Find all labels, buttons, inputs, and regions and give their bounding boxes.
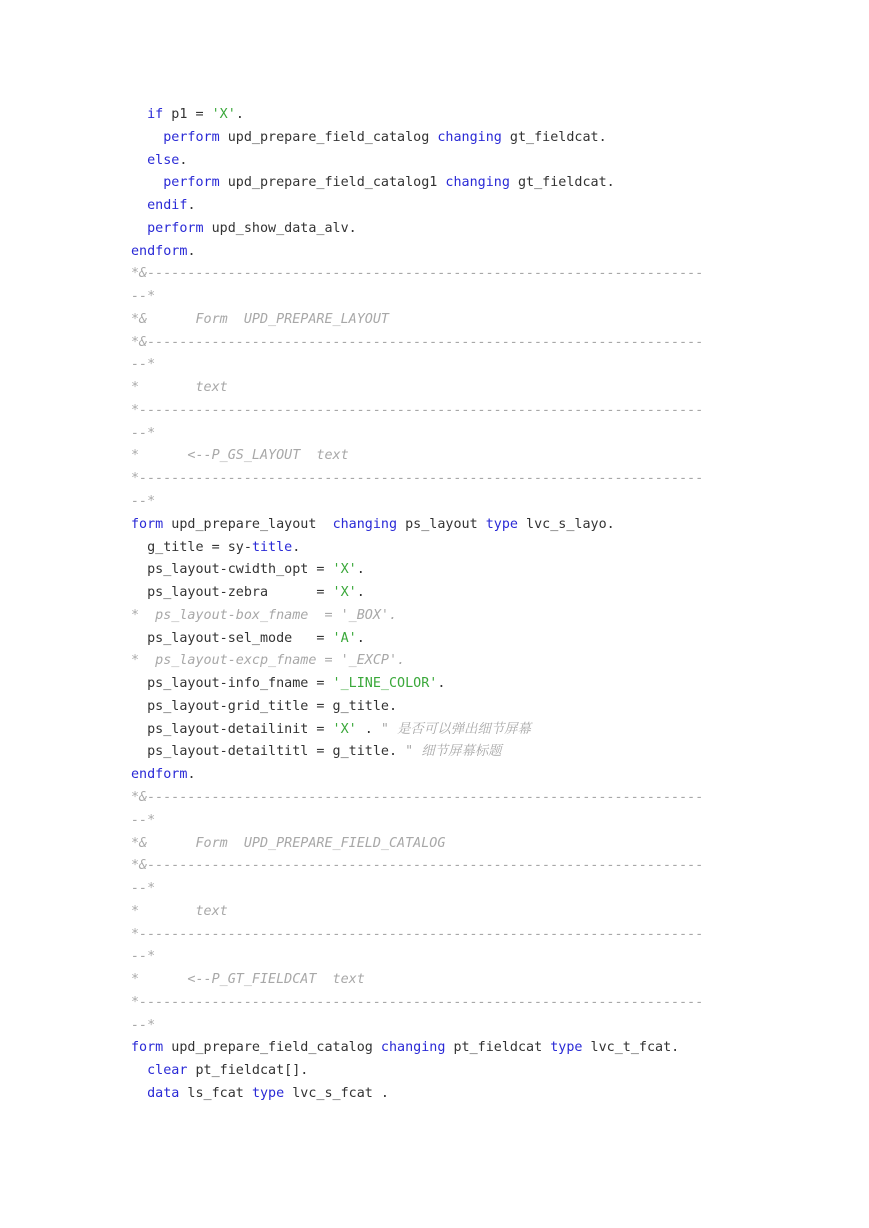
code-text — [131, 130, 163, 145]
code-line — [131, 241, 831, 264]
code-line — [131, 377, 831, 400]
code-line — [131, 1083, 831, 1106]
code-line — [131, 650, 831, 673]
code-comment: --* — [131, 494, 156, 510]
code-keyword: if — [147, 107, 164, 122]
code-text: lvc_s_fcat . — [284, 1085, 389, 1101]
code-line — [131, 924, 831, 947]
code-comment: *&--------------------------------------------------------------------- — [131, 789, 704, 805]
code-text: pt_fieldcat[]. — [187, 1063, 309, 1079]
code-comment: *&--------------------------------------------------------------------- — [131, 266, 704, 282]
code-keyword: perform — [163, 175, 220, 191]
code-text: upd_prepare_field_catalog1 — [219, 175, 446, 191]
code-line — [131, 127, 831, 150]
code-keyword: data — [147, 1085, 180, 1101]
code-text: . — [356, 630, 365, 646]
code-text: . — [437, 676, 446, 692]
code-string: 'A' — [332, 630, 357, 646]
code-line — [131, 787, 831, 810]
code-line — [131, 286, 831, 309]
code-line — [131, 833, 831, 856]
code-text: pt_fieldcat — [445, 1040, 551, 1056]
code-comment: *&--------------------------------------------------------------------- — [131, 858, 704, 874]
code-text: gt_fieldcat. — [501, 129, 607, 145]
code-keyword: type — [485, 516, 518, 532]
code-text: gt_fieldcat. — [509, 175, 615, 191]
code-line — [131, 1015, 831, 1038]
code-comment: *---------------------------------------------------------------------- — [131, 994, 704, 1010]
code-text: . — [235, 107, 244, 122]
code-string: 'X' — [211, 107, 236, 122]
code-comment: " 是否可以弹出细节屏幕 — [380, 721, 531, 737]
code-comment: * <--P_GT_FIELDCAT text — [131, 972, 365, 988]
code-line — [131, 855, 831, 878]
code-text: ps_layout-cwidth_opt = — [131, 562, 333, 578]
code-text: . — [187, 767, 196, 783]
code-comment: *---------------------------------------------------------------------- — [131, 402, 704, 418]
code-string: 'X' — [332, 562, 357, 578]
code-text: ps_layout — [397, 516, 486, 532]
code-line — [131, 400, 831, 423]
code-line — [131, 992, 831, 1015]
code-line — [131, 104, 831, 127]
code-text: . — [356, 562, 365, 578]
code-line — [131, 1037, 831, 1060]
code-comment: *& Form UPD_PREPARE_LAYOUT — [131, 311, 389, 327]
code-keyword: changing — [437, 129, 502, 145]
code-line — [131, 514, 831, 537]
code-line — [131, 946, 831, 969]
code-comment: * text — [131, 380, 228, 396]
code-keyword: changing — [380, 1040, 446, 1056]
code-line — [131, 696, 831, 719]
code-text: ps_layout-info_fname = — [131, 676, 333, 692]
code-line — [131, 582, 831, 605]
code-text: lvc_t_fcat. — [582, 1040, 680, 1056]
code-text — [131, 175, 163, 190]
code-line — [131, 1060, 831, 1083]
code-line — [131, 309, 831, 332]
code-comment: *&--------------------------------------------------------------------- — [131, 334, 704, 350]
code-text: upd_prepare_field_catalog — [163, 1040, 381, 1056]
code-line — [131, 628, 831, 651]
code-keyword: endform — [131, 243, 188, 259]
code-comment: --* — [131, 289, 156, 305]
code-text: . — [187, 198, 196, 214]
code-line — [131, 673, 831, 696]
code-comment: *---------------------------------------------------------------------- — [131, 926, 704, 942]
code-comment: * text — [131, 903, 228, 919]
code-line — [131, 172, 831, 195]
code-text: ps_layout-detailinit = — [131, 721, 333, 737]
code-keyword: changing — [445, 175, 510, 191]
code-text — [131, 1086, 147, 1101]
code-keyword: type — [251, 1085, 285, 1101]
code-comment: --* — [131, 949, 156, 965]
code-keyword: form — [131, 516, 164, 532]
code-line — [131, 810, 831, 833]
code-comment: " 细节屏幕标题 — [405, 744, 502, 760]
code-line — [131, 195, 831, 218]
code-comment: * <--P_GS_LAYOUT text — [131, 448, 349, 464]
code-keyword: changing — [332, 516, 398, 532]
code-line — [131, 150, 831, 173]
code-keyword: perform — [147, 220, 204, 236]
code-comment: --* — [131, 881, 156, 897]
code-text: . — [356, 585, 365, 601]
code-text: . — [292, 539, 301, 555]
code-text: upd_prepare_field_catalog — [219, 129, 438, 145]
code-text — [131, 107, 147, 122]
code-keyword: clear — [147, 1063, 188, 1079]
code-keyword: perform — [163, 129, 220, 145]
code-line — [131, 332, 831, 355]
code-comment: --* — [131, 1017, 156, 1033]
code-text: ls_fcat — [179, 1085, 252, 1101]
code-line — [131, 969, 831, 992]
code-line — [131, 423, 831, 446]
code-text: ps_layout-sel_mode = — [131, 630, 333, 646]
code-string: '_LINE_COLOR' — [332, 676, 438, 692]
code-text: upd_show_data_alv. — [203, 220, 357, 236]
code-line — [131, 901, 831, 924]
code-line — [131, 764, 831, 787]
code-comment: * ps_layout-box_fname = '_BOX'. — [131, 607, 398, 623]
code-text: ps_layout-grid_title = g_title. — [131, 698, 398, 714]
code-line — [131, 218, 831, 241]
code-text — [131, 221, 147, 236]
code-text — [131, 198, 147, 213]
code-comment: --* — [131, 357, 156, 373]
code-keyword: else — [147, 152, 180, 168]
code-text: ps_layout-detailtitl = g_title. — [131, 744, 406, 760]
code-text: . — [356, 721, 381, 737]
code-line — [131, 445, 831, 468]
code-text: lvc_s_layo. — [518, 516, 615, 532]
code-string: 'X' — [332, 585, 357, 601]
code-line — [131, 354, 831, 377]
code-line — [131, 605, 831, 628]
code-text: p1 = — [163, 107, 212, 122]
code-text: . — [187, 243, 196, 259]
code-keyword: endform — [131, 767, 188, 783]
code-text: . — [179, 152, 188, 168]
code-line — [131, 263, 831, 286]
code-comment: * ps_layout-excp_fname = '_EXCP'. — [131, 653, 406, 669]
code-text: g_title = sy- — [131, 539, 252, 555]
code-comment: --* — [131, 812, 156, 828]
code-text: ps_layout-zebra = — [131, 585, 333, 601]
code-string: 'X' — [332, 721, 357, 737]
code-line — [131, 719, 831, 742]
code-listing — [131, 104, 831, 1106]
code-line — [131, 468, 831, 491]
code-comment: *& Form UPD_PREPARE_FIELD_CATALOG — [131, 835, 446, 851]
code-keyword: endif — [147, 198, 188, 214]
code-line — [131, 741, 831, 764]
code-keyword: title — [251, 539, 293, 555]
code-text — [131, 1063, 147, 1078]
code-line — [131, 559, 831, 582]
code-text — [131, 153, 147, 168]
code-line — [131, 537, 831, 560]
code-keyword: form — [131, 1040, 164, 1056]
code-text: upd_prepare_layout — [163, 516, 333, 532]
code-comment: *---------------------------------------------------------------------- — [131, 471, 704, 487]
code-keyword: type — [550, 1040, 583, 1056]
code-line — [131, 878, 831, 901]
code-comment: --* — [131, 425, 156, 441]
code-line — [131, 491, 831, 514]
